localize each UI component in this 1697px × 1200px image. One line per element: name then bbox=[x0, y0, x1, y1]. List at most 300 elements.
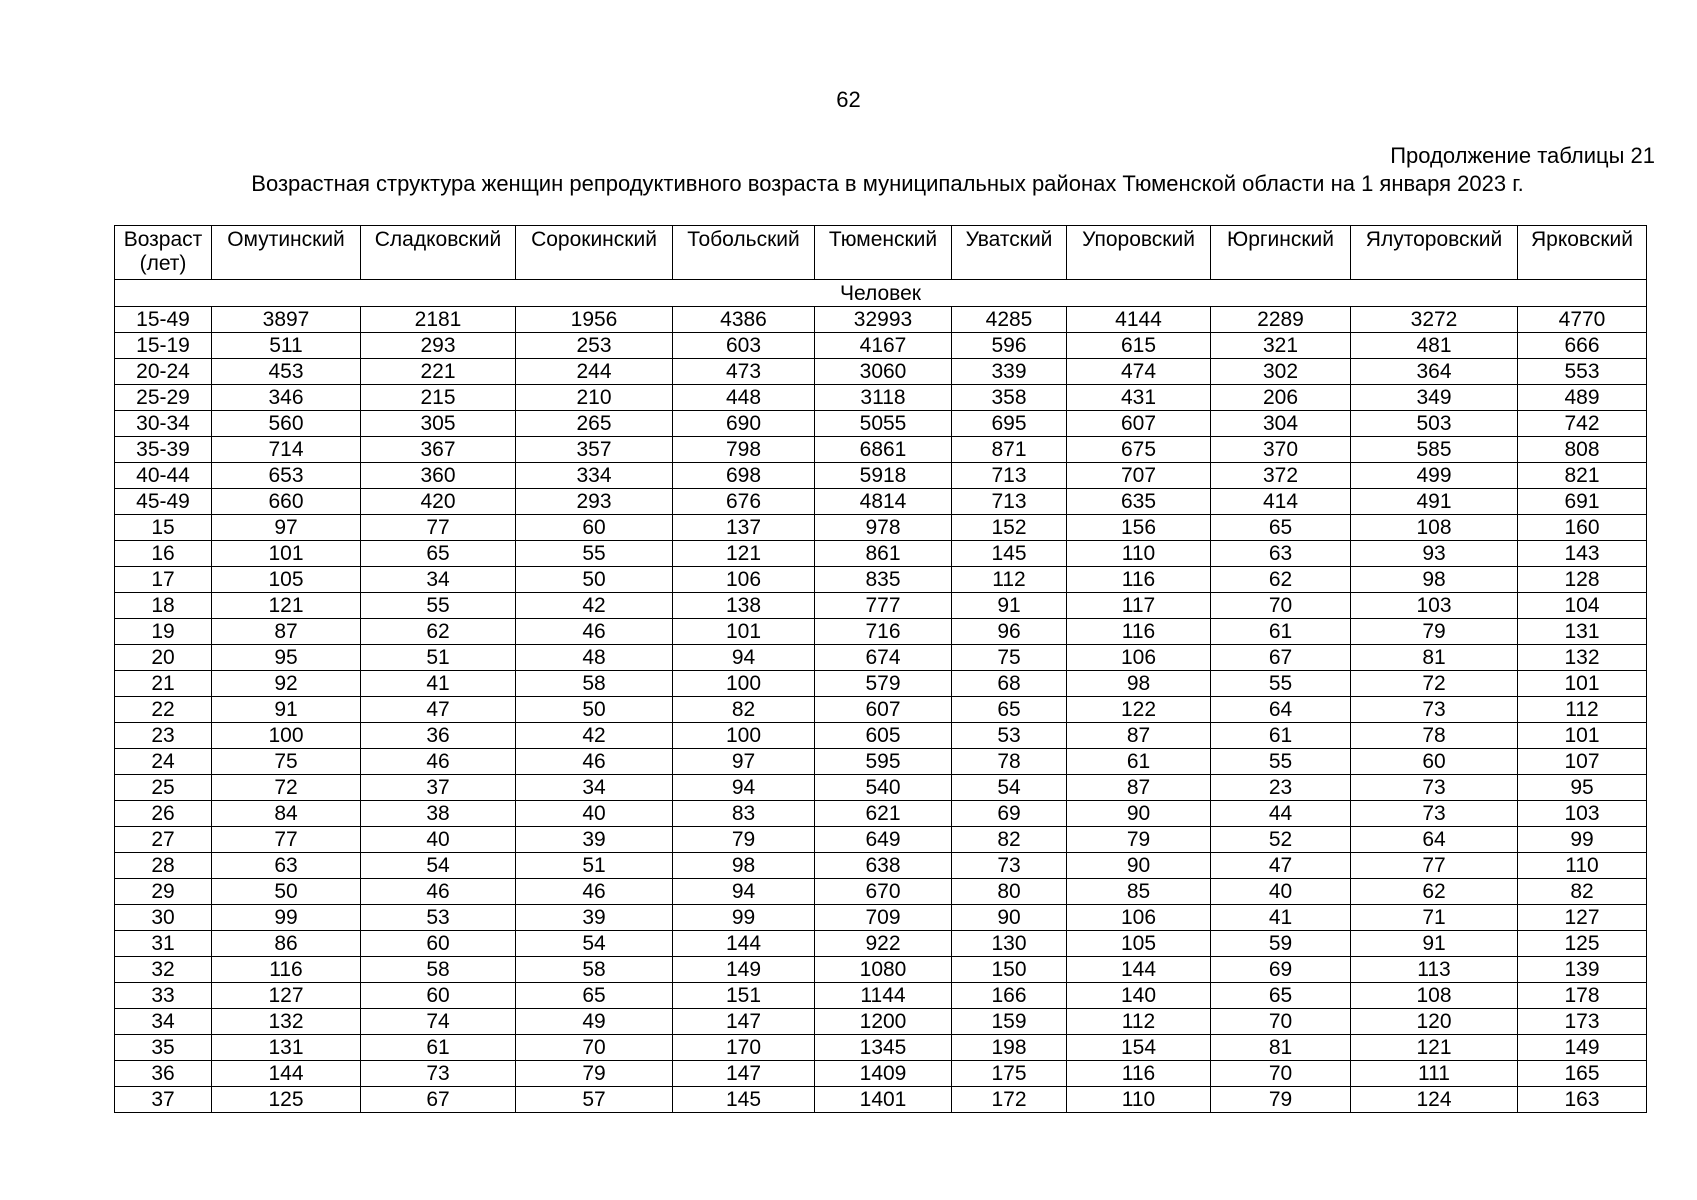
value-cell: 364 bbox=[1351, 359, 1518, 385]
value-cell: 105 bbox=[212, 567, 361, 593]
value-cell: 170 bbox=[673, 1035, 815, 1061]
table-continuation-label: Продолжение таблицы 21 bbox=[1390, 143, 1655, 168]
value-cell: 138 bbox=[673, 593, 815, 619]
value-cell: 101 bbox=[1518, 723, 1647, 749]
value-cell: 55 bbox=[1211, 749, 1351, 775]
value-cell: 4144 bbox=[1067, 307, 1211, 333]
value-cell: 86 bbox=[212, 931, 361, 957]
table-row bbox=[115, 931, 1647, 957]
value-cell: 110 bbox=[1067, 1087, 1211, 1113]
value-cell: 302 bbox=[1211, 359, 1351, 385]
value-cell: 41 bbox=[1211, 905, 1351, 931]
value-cell: 71 bbox=[1351, 905, 1518, 931]
value-cell: 61 bbox=[361, 1035, 516, 1061]
value-cell: 163 bbox=[1518, 1087, 1647, 1113]
value-cell: 54 bbox=[516, 931, 673, 957]
value-cell: 124 bbox=[1351, 1087, 1518, 1113]
value-cell: 40 bbox=[516, 801, 673, 827]
value-cell: 621 bbox=[815, 801, 952, 827]
value-cell: 553 bbox=[1518, 359, 1647, 385]
value-cell: 707 bbox=[1067, 463, 1211, 489]
value-cell: 143 bbox=[1518, 541, 1647, 567]
value-cell: 92 bbox=[212, 671, 361, 697]
value-cell: 94 bbox=[673, 775, 815, 801]
value-cell: 357 bbox=[516, 437, 673, 463]
column-header: Уватский bbox=[952, 226, 1067, 280]
value-cell: 713 bbox=[952, 463, 1067, 489]
value-cell: 473 bbox=[673, 359, 815, 385]
value-cell: 69 bbox=[952, 801, 1067, 827]
value-cell: 98 bbox=[1351, 567, 1518, 593]
table-row bbox=[115, 593, 1647, 619]
value-cell: 77 bbox=[1351, 853, 1518, 879]
table-row bbox=[115, 411, 1647, 437]
value-cell: 1080 bbox=[815, 957, 952, 983]
value-cell: 360 bbox=[361, 463, 516, 489]
column-header: Омутинский bbox=[212, 226, 361, 280]
value-cell: 372 bbox=[1211, 463, 1351, 489]
value-cell: 41 bbox=[361, 671, 516, 697]
value-cell: 3118 bbox=[815, 385, 952, 411]
value-cell: 112 bbox=[1067, 1009, 1211, 1035]
value-cell: 4285 bbox=[952, 307, 1067, 333]
value-cell: 978 bbox=[815, 515, 952, 541]
value-cell: 90 bbox=[952, 905, 1067, 931]
value-cell: 101 bbox=[212, 541, 361, 567]
value-cell: 72 bbox=[1351, 671, 1518, 697]
value-cell: 93 bbox=[1351, 541, 1518, 567]
value-cell: 431 bbox=[1067, 385, 1211, 411]
value-cell: 321 bbox=[1211, 333, 1351, 359]
age-cell: 36 bbox=[115, 1061, 212, 1087]
value-cell: 40 bbox=[1211, 879, 1351, 905]
value-cell: 38 bbox=[361, 801, 516, 827]
value-cell: 49 bbox=[516, 1009, 673, 1035]
value-cell: 46 bbox=[361, 749, 516, 775]
value-cell: 106 bbox=[1067, 645, 1211, 671]
value-cell: 265 bbox=[516, 411, 673, 437]
age-cell: 19 bbox=[115, 619, 212, 645]
value-cell: 34 bbox=[361, 567, 516, 593]
value-cell: 346 bbox=[212, 385, 361, 411]
table-row bbox=[115, 723, 1647, 749]
value-cell: 59 bbox=[1211, 931, 1351, 957]
value-cell: 596 bbox=[952, 333, 1067, 359]
value-cell: 676 bbox=[673, 489, 815, 515]
value-cell: 34 bbox=[516, 775, 673, 801]
value-cell: 145 bbox=[952, 541, 1067, 567]
value-cell: 75 bbox=[212, 749, 361, 775]
value-cell: 349 bbox=[1351, 385, 1518, 411]
value-cell: 82 bbox=[952, 827, 1067, 853]
table-header-row bbox=[115, 226, 1647, 280]
value-cell: 149 bbox=[1518, 1035, 1647, 1061]
value-cell: 160 bbox=[1518, 515, 1647, 541]
table-row bbox=[115, 541, 1647, 567]
value-cell: 51 bbox=[361, 645, 516, 671]
value-cell: 595 bbox=[815, 749, 952, 775]
value-cell: 78 bbox=[952, 749, 1067, 775]
value-cell: 145 bbox=[673, 1087, 815, 1113]
value-cell: 60 bbox=[361, 931, 516, 957]
value-cell: 511 bbox=[212, 333, 361, 359]
age-cell: 26 bbox=[115, 801, 212, 827]
value-cell: 714 bbox=[212, 437, 361, 463]
age-cell: 30 bbox=[115, 905, 212, 931]
value-cell: 448 bbox=[673, 385, 815, 411]
value-cell: 58 bbox=[361, 957, 516, 983]
value-cell: 499 bbox=[1351, 463, 1518, 489]
value-cell: 253 bbox=[516, 333, 673, 359]
value-cell: 132 bbox=[1518, 645, 1647, 671]
age-cell: 45-49 bbox=[115, 489, 212, 515]
value-cell: 79 bbox=[673, 827, 815, 853]
value-cell: 73 bbox=[361, 1061, 516, 1087]
value-cell: 60 bbox=[361, 983, 516, 1009]
value-cell: 5918 bbox=[815, 463, 952, 489]
value-cell: 695 bbox=[952, 411, 1067, 437]
value-cell: 116 bbox=[1067, 1061, 1211, 1087]
value-cell: 63 bbox=[1211, 541, 1351, 567]
value-cell: 32993 bbox=[815, 307, 952, 333]
value-cell: 140 bbox=[1067, 983, 1211, 1009]
age-cell: 15-19 bbox=[115, 333, 212, 359]
value-cell: 3897 bbox=[212, 307, 361, 333]
value-cell: 53 bbox=[361, 905, 516, 931]
value-cell: 79 bbox=[516, 1061, 673, 1087]
value-cell: 55 bbox=[361, 593, 516, 619]
value-cell: 61 bbox=[1211, 723, 1351, 749]
table-row bbox=[115, 1087, 1647, 1113]
value-cell: 358 bbox=[952, 385, 1067, 411]
value-cell: 127 bbox=[1518, 905, 1647, 931]
value-cell: 42 bbox=[516, 723, 673, 749]
table-row bbox=[115, 749, 1647, 775]
value-cell: 58 bbox=[516, 671, 673, 697]
value-cell: 821 bbox=[1518, 463, 1647, 489]
value-cell: 50 bbox=[516, 697, 673, 723]
value-cell: 154 bbox=[1067, 1035, 1211, 1061]
value-cell: 101 bbox=[673, 619, 815, 645]
table-row bbox=[115, 671, 1647, 697]
value-cell: 653 bbox=[212, 463, 361, 489]
value-cell: 105 bbox=[1067, 931, 1211, 957]
value-cell: 474 bbox=[1067, 359, 1211, 385]
value-cell: 4770 bbox=[1518, 307, 1647, 333]
age-cell: 21 bbox=[115, 671, 212, 697]
value-cell: 206 bbox=[1211, 385, 1351, 411]
value-cell: 605 bbox=[815, 723, 952, 749]
table-row bbox=[115, 905, 1647, 931]
age-cell: 35-39 bbox=[115, 437, 212, 463]
value-cell: 742 bbox=[1518, 411, 1647, 437]
table-title: Возрастная структура женщин репродуктивного возраста в муниципальных районах Тюменской области на 1 января 2023 г. bbox=[251, 171, 1524, 196]
value-cell: 1144 bbox=[815, 983, 952, 1009]
value-cell: 489 bbox=[1518, 385, 1647, 411]
value-cell: 334 bbox=[516, 463, 673, 489]
value-cell: 152 bbox=[952, 515, 1067, 541]
value-cell: 50 bbox=[516, 567, 673, 593]
age-cell: 20-24 bbox=[115, 359, 212, 385]
age-cell: 17 bbox=[115, 567, 212, 593]
age-cell: 31 bbox=[115, 931, 212, 957]
value-cell: 47 bbox=[1211, 853, 1351, 879]
value-cell: 87 bbox=[212, 619, 361, 645]
value-cell: 100 bbox=[673, 723, 815, 749]
value-cell: 99 bbox=[212, 905, 361, 931]
value-cell: 73 bbox=[1351, 801, 1518, 827]
age-cell: 37 bbox=[115, 1087, 212, 1113]
table-row bbox=[115, 1061, 1647, 1087]
column-header: Упоровский bbox=[1067, 226, 1211, 280]
value-cell: 861 bbox=[815, 541, 952, 567]
value-cell: 81 bbox=[1211, 1035, 1351, 1061]
value-cell: 91 bbox=[1351, 931, 1518, 957]
value-cell: 110 bbox=[1518, 853, 1647, 879]
value-cell: 73 bbox=[1351, 697, 1518, 723]
value-cell: 55 bbox=[516, 541, 673, 567]
table-row bbox=[115, 879, 1647, 905]
value-cell: 172 bbox=[952, 1087, 1067, 1113]
value-cell: 23 bbox=[1211, 775, 1351, 801]
value-cell: 2181 bbox=[361, 307, 516, 333]
value-cell: 108 bbox=[1351, 515, 1518, 541]
table-row bbox=[115, 801, 1647, 827]
value-cell: 198 bbox=[952, 1035, 1067, 1061]
table-row bbox=[115, 359, 1647, 385]
value-cell: 713 bbox=[952, 489, 1067, 515]
value-cell: 3060 bbox=[815, 359, 952, 385]
value-cell: 159 bbox=[952, 1009, 1067, 1035]
value-cell: 481 bbox=[1351, 333, 1518, 359]
age-cell: 29 bbox=[115, 879, 212, 905]
value-cell: 54 bbox=[361, 853, 516, 879]
value-cell: 130 bbox=[952, 931, 1067, 957]
age-cell: 18 bbox=[115, 593, 212, 619]
value-cell: 63 bbox=[212, 853, 361, 879]
column-header: Юргинский bbox=[1211, 226, 1351, 280]
value-cell: 166 bbox=[952, 983, 1067, 1009]
value-cell: 125 bbox=[212, 1087, 361, 1113]
value-cell: 39 bbox=[516, 905, 673, 931]
value-cell: 215 bbox=[361, 385, 516, 411]
value-cell: 65 bbox=[361, 541, 516, 567]
value-cell: 64 bbox=[1351, 827, 1518, 853]
value-cell: 60 bbox=[516, 515, 673, 541]
value-cell: 808 bbox=[1518, 437, 1647, 463]
column-header: Тюменский bbox=[815, 226, 952, 280]
value-cell: 106 bbox=[673, 567, 815, 593]
table-row bbox=[115, 827, 1647, 853]
age-cell: 27 bbox=[115, 827, 212, 853]
age-cell: 34 bbox=[115, 1009, 212, 1035]
value-cell: 54 bbox=[952, 775, 1067, 801]
value-cell: 649 bbox=[815, 827, 952, 853]
value-cell: 116 bbox=[1067, 619, 1211, 645]
value-cell: 72 bbox=[212, 775, 361, 801]
value-cell: 100 bbox=[673, 671, 815, 697]
value-cell: 48 bbox=[516, 645, 673, 671]
value-cell: 103 bbox=[1351, 593, 1518, 619]
value-cell: 147 bbox=[673, 1061, 815, 1087]
column-header: Ялуторовский bbox=[1351, 226, 1518, 280]
value-cell: 670 bbox=[815, 879, 952, 905]
value-cell: 84 bbox=[212, 801, 361, 827]
value-cell: 131 bbox=[1518, 619, 1647, 645]
age-cell: 20 bbox=[115, 645, 212, 671]
value-cell: 122 bbox=[1067, 697, 1211, 723]
value-cell: 293 bbox=[516, 489, 673, 515]
page-number: 62 bbox=[836, 87, 861, 112]
value-cell: 149 bbox=[673, 957, 815, 983]
value-cell: 67 bbox=[361, 1087, 516, 1113]
table-row bbox=[115, 333, 1647, 359]
value-cell: 99 bbox=[1518, 827, 1647, 853]
value-cell: 78 bbox=[1351, 723, 1518, 749]
value-cell: 835 bbox=[815, 567, 952, 593]
value-cell: 65 bbox=[1211, 983, 1351, 1009]
value-cell: 603 bbox=[673, 333, 815, 359]
value-cell: 1401 bbox=[815, 1087, 952, 1113]
value-cell: 65 bbox=[1211, 515, 1351, 541]
value-cell: 615 bbox=[1067, 333, 1211, 359]
value-cell: 101 bbox=[1518, 671, 1647, 697]
value-cell: 90 bbox=[1067, 853, 1211, 879]
value-cell: 97 bbox=[673, 749, 815, 775]
value-cell: 60 bbox=[1351, 749, 1518, 775]
value-cell: 137 bbox=[673, 515, 815, 541]
value-cell: 79 bbox=[1067, 827, 1211, 853]
value-cell: 97 bbox=[212, 515, 361, 541]
value-cell: 55 bbox=[1211, 671, 1351, 697]
value-cell: 4167 bbox=[815, 333, 952, 359]
value-cell: 61 bbox=[1067, 749, 1211, 775]
value-cell: 1409 bbox=[815, 1061, 952, 1087]
value-cell: 61 bbox=[1211, 619, 1351, 645]
value-cell: 579 bbox=[815, 671, 952, 697]
unit-row bbox=[115, 280, 1647, 307]
value-cell: 147 bbox=[673, 1009, 815, 1035]
value-cell: 3272 bbox=[1351, 307, 1518, 333]
value-cell: 112 bbox=[1518, 697, 1647, 723]
value-cell: 111 bbox=[1351, 1061, 1518, 1087]
value-cell: 293 bbox=[361, 333, 516, 359]
age-cell: 30-34 bbox=[115, 411, 212, 437]
value-cell: 112 bbox=[952, 567, 1067, 593]
age-structure-table bbox=[114, 225, 1647, 1113]
table-row bbox=[115, 463, 1647, 489]
table-row bbox=[115, 1035, 1647, 1061]
value-cell: 691 bbox=[1518, 489, 1647, 515]
value-cell: 540 bbox=[815, 775, 952, 801]
value-cell: 42 bbox=[516, 593, 673, 619]
value-cell: 70 bbox=[1211, 593, 1351, 619]
value-cell: 2289 bbox=[1211, 307, 1351, 333]
value-cell: 106 bbox=[1067, 905, 1211, 931]
table-row bbox=[115, 567, 1647, 593]
value-cell: 6861 bbox=[815, 437, 952, 463]
table-row bbox=[115, 983, 1647, 1009]
age-cell: 24 bbox=[115, 749, 212, 775]
value-cell: 178 bbox=[1518, 983, 1647, 1009]
table-row bbox=[115, 775, 1647, 801]
value-cell: 79 bbox=[1351, 619, 1518, 645]
value-cell: 85 bbox=[1067, 879, 1211, 905]
value-cell: 95 bbox=[212, 645, 361, 671]
value-cell: 117 bbox=[1067, 593, 1211, 619]
value-cell: 175 bbox=[952, 1061, 1067, 1087]
value-cell: 83 bbox=[673, 801, 815, 827]
table-row bbox=[115, 437, 1647, 463]
value-cell: 98 bbox=[1067, 671, 1211, 697]
value-cell: 173 bbox=[1518, 1009, 1647, 1035]
column-header: Сладковский bbox=[361, 226, 516, 280]
value-cell: 39 bbox=[516, 827, 673, 853]
value-cell: 70 bbox=[1211, 1009, 1351, 1035]
value-cell: 798 bbox=[673, 437, 815, 463]
value-cell: 305 bbox=[361, 411, 516, 437]
value-cell: 51 bbox=[516, 853, 673, 879]
value-cell: 65 bbox=[516, 983, 673, 1009]
value-cell: 37 bbox=[361, 775, 516, 801]
value-cell: 453 bbox=[212, 359, 361, 385]
value-cell: 91 bbox=[952, 593, 1067, 619]
age-cell: 25-29 bbox=[115, 385, 212, 411]
value-cell: 75 bbox=[952, 645, 1067, 671]
value-cell: 52 bbox=[1211, 827, 1351, 853]
value-cell: 40 bbox=[361, 827, 516, 853]
value-cell: 70 bbox=[1211, 1061, 1351, 1087]
value-cell: 80 bbox=[952, 879, 1067, 905]
value-cell: 635 bbox=[1067, 489, 1211, 515]
value-cell: 90 bbox=[1067, 801, 1211, 827]
age-cell: 33 bbox=[115, 983, 212, 1009]
value-cell: 47 bbox=[361, 697, 516, 723]
value-cell: 44 bbox=[1211, 801, 1351, 827]
value-cell: 304 bbox=[1211, 411, 1351, 437]
value-cell: 150 bbox=[952, 957, 1067, 983]
table-row bbox=[115, 853, 1647, 879]
age-cell: 16 bbox=[115, 541, 212, 567]
table-row bbox=[115, 489, 1647, 515]
age-cell: 15-49 bbox=[115, 307, 212, 333]
value-cell: 110 bbox=[1067, 541, 1211, 567]
value-cell: 1200 bbox=[815, 1009, 952, 1035]
value-cell: 716 bbox=[815, 619, 952, 645]
value-cell: 339 bbox=[952, 359, 1067, 385]
value-cell: 82 bbox=[673, 697, 815, 723]
value-cell: 690 bbox=[673, 411, 815, 437]
value-cell: 503 bbox=[1351, 411, 1518, 437]
value-cell: 4814 bbox=[815, 489, 952, 515]
value-cell: 62 bbox=[1211, 567, 1351, 593]
value-cell: 70 bbox=[516, 1035, 673, 1061]
value-cell: 709 bbox=[815, 905, 952, 931]
column-header: Ярковский bbox=[1518, 226, 1647, 280]
value-cell: 367 bbox=[361, 437, 516, 463]
table-row bbox=[115, 1009, 1647, 1035]
table-row bbox=[115, 307, 1647, 333]
value-cell: 666 bbox=[1518, 333, 1647, 359]
value-cell: 165 bbox=[1518, 1061, 1647, 1087]
value-cell: 87 bbox=[1067, 723, 1211, 749]
value-cell: 46 bbox=[361, 879, 516, 905]
value-cell: 420 bbox=[361, 489, 516, 515]
value-cell: 370 bbox=[1211, 437, 1351, 463]
value-cell: 87 bbox=[1067, 775, 1211, 801]
value-cell: 82 bbox=[1518, 879, 1647, 905]
value-cell: 607 bbox=[1067, 411, 1211, 437]
